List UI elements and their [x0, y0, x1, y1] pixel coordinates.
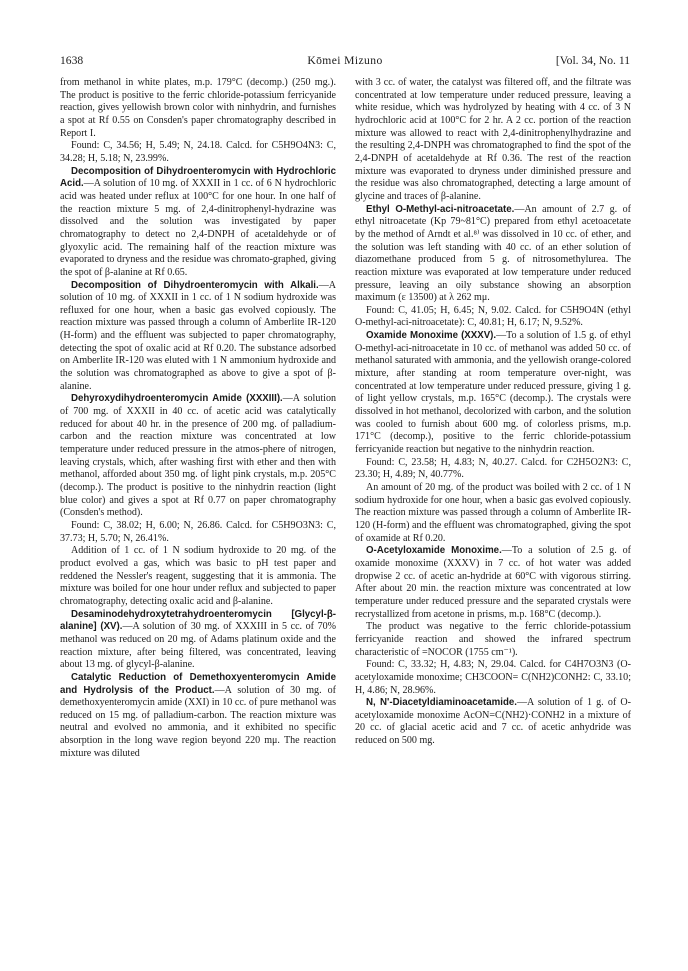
paragraph-text: with 3 cc. of water, the catalyst was filtered off, and the filtrate was concentrated at low temperature under reduced pressure, leaving a white residue, which was hydrolyzed by heating with 4 cc. of 3 N hydrochloric acid at 100°C for 2 hr. A 2 cc. portion of the reaction mixture was allowed to react with 2,4-dinitrophenylhydrazine and the resulting 2,4-DNPH was chromatographed to find the spot of the 2,4-DNPH of acetaldehyde at Rf 0.36. The rest of the reaction mixture was evaporated to dryness under diminished pressure and the residue was also chromatographed, detecting a large amount of glycine and traces of β-alanine. [355, 77, 631, 202]
page-number: 1638 [60, 54, 84, 67]
paragraph-text: Found: C, 38.02; H, 6.00; N, 26.86. Calcd. for C5H9O3N3: C, 37.73; H, 5.70; N, 26.41%. [60, 519, 336, 544]
paragraph-text: —A solution of 30 mg. of XXXIII in 5 cc. of 70% methanol was reduced on 20 mg. of Adams platinum oxide and the reaction mixture, after being filtered, was concentrated, leaving about 13 mg. of glycyl-β-alanine. [60, 621, 337, 671]
paragraph [60, 672, 336, 761]
paragraph-text: —A solution of 30 mg. of demethoxyenteromycin amide (XXI) in 10 cc. of pure methanol was reduced on 15 mg. of palladium-carbon. The reaction mixture was neutral and evolved no ammonia, and it exhibited no specific absorption in the long wave region beyond 220 mμ. The reaction mixture was diluted [60, 684, 336, 759]
paragraph [60, 520, 336, 545]
left-column [60, 77, 336, 760]
paragraph [60, 280, 336, 394]
paragraph [355, 77, 631, 204]
paragraph [60, 393, 336, 520]
paragraph [60, 545, 336, 608]
paragraph-text: The product was negative to the ferric chloride-potassium ferricyanide reaction and showed the infrared spectrum characteristic of =NOCOR (1755 cm⁻¹). [355, 621, 631, 658]
paragraph [355, 545, 631, 621]
paragraph [60, 166, 336, 280]
volume-info: [Vol. 34, No. 11 [555, 54, 630, 67]
paragraph [355, 621, 631, 659]
paragraph [60, 140, 336, 165]
paragraph [355, 659, 631, 697]
paragraph [355, 457, 631, 482]
section-heading: N, N'-Diacetyldiaminoacetamide. [366, 697, 517, 709]
section-heading: Decomposition of Dihydroenteromycin with Alkali. [71, 279, 319, 291]
section-heading: Decomposition of Dihydroenteromycin with Hydrochloric Acid. [60, 165, 336, 190]
paragraph-text: —An amount of 2.7 g. of ethyl nitroacetate (Kp 79~81°C) prepared from ethyl acetoacetate by the method of Arndt et al.⁸⁾ was dissolved in 10 cc. of ether, and the solution was left standing with 40 cc. of an ether solution of diazomethane produced from 5 g. of nitrosomethylurea. The reaction mixture was evaporated at low temperature under reduced pressure, leaving an oily substance showing an absorption maximum (ε 13500) at λ 262 mμ. [355, 203, 631, 304]
section-heading: Dehyroxydihydroenteromycin Amide (XXXIII). [71, 393, 283, 405]
paragraph [355, 305, 631, 330]
paragraph [355, 697, 631, 748]
right-column [355, 77, 631, 748]
section-heading: Ethyl O-Methyl-aci-nitroacetate. [366, 203, 515, 215]
paragraph-text: —To a solution of 2.5 g. of oxamide monoxime (XXXV) in 7 cc. of hot water was added dropwise 2 cc. of acetic an-hydride at 60°C with vigorous stirring. After about 20 min. the reaction mixture was concentrated at low temperature under reduced pressure and the separated crystals were recrystallized from acetone in prisms, m.p. 168°C (decomp.). [355, 545, 631, 620]
running-header [60, 54, 630, 72]
section-heading: Catalytic Reduction of Demethoxyenteromycin Amide and Hydrolysis of the Product. [60, 671, 336, 696]
paragraph-text: Addition of 1 cc. of 1 N sodium hydroxide to 20 mg. of the product evolved a gas, which was basic to pH test paper and reddened the Nessler's reagent, suggesting that it is ammonia. The mixture was boiled for one hour under reflux and subjected to paper chromatography, detecting oxalic acid and β-alanine. [60, 545, 336, 607]
section-heading: Desaminodehydroxytetrahydroenteromycin [Glycyl-β-alanine] (XV). [60, 608, 336, 633]
paragraph-text: Found: C, 41.05; H, 6.45; N, 9.02. Calcd. for C5H9O4N (ethyl O-methyl-aci-nitroacetate): C, 40.81; H, 6.17; N, 9.52%. [355, 304, 631, 329]
paragraph-text: An amount of 20 mg. of the product was boiled with 2 cc. of 1 N sodium hydroxide for one hour, when a basic gas evolved copiously. The reaction mixture was passed through a column of Amberlite IR-120 (H-form) and the effluent was chromatographed, giving the spot of oxamide at Rf 0.20. [355, 482, 631, 544]
paragraph-text: Found: C, 23.58; H, 4.83; N, 40.27. Calcd. for C2H5O2N3: C, 23.30; H, 4.89; N, 40.77%. [355, 456, 631, 481]
paragraph-text: Found: C, 33.32; H, 4.83; N, 29.04. Calcd. for C4H7O3N3 (O-acetyloxamide monoxime; CH3COON= C(NH2)CONH2: C, 33.10; H, 4.86; N, 28.96%. [355, 659, 631, 696]
paragraph [60, 77, 336, 140]
running-author: Kōmei Mizuno [307, 54, 383, 67]
paragraph-text: —To a solution of 1.5 g. of ethyl O-methyl-aci-nitroacetate in 10 cc. of methanol was added 50 cc. of methanol saturated with ammonia, and the yellowish orange-colored mixture, after standing at room temperature over-night, was concentrated at low temperature under reduced pressure, giving 1 g. of light yellow crystals, m.p. 165°C (decomp.). The crystals were dissolved in hot methanol, decolorized with carbon, and the solution was cooled to furnish about 600 mg. of colorless prisms, m.p. 171°C (decomp.), positive to the ferric chloride-potassium ferricyanide reaction but negative to the ninhydrin reaction. [355, 330, 631, 456]
paragraph-text: —A solution of 10 mg. of XXXII in 1 cc. of 6 N hydrochloric acid was heated under reflux at 100°C for one hour. In one half of the reaction mixture 5 mg. of 2,4-dinitrophenyl-hydrazine was dissolved and the solution was investigated by paper chromatography to detect no 2,4-DNPH of acetaldehyde or of glyoxylic acid. The remaining half of the reaction mixture was evaporated to dryness and the residue was chromato-graphed, giving the spot of β-alanine at Rf 0.65. [60, 178, 336, 278]
paragraph [355, 204, 631, 305]
paragraph [355, 482, 631, 545]
paragraph [60, 609, 336, 672]
paragraph-text: —A solution of 10 mg. of XXXII in 1 cc. of 1 N sodium hydroxide was refluxed for one hour, when a basic gas evolved copiously. The reaction mixture was passed through a column of Amberlite IR-120 (H-form) and the effluent was subjected to paper chromatography, detecting the spot of oxalic acid at Rf 0.20. The substance adsorbed on Amberlite IR-120 was eluted with 1 N ammonium hydroxide and the solution was chromatographed as above to give a spot of β-alanine. [60, 279, 336, 392]
paragraph-text: Found: C, 34.56; H, 5.49; N, 24.18. Calcd. for C5H9O4N3: C, 34.28; H, 5.18; N, 23.99%. [60, 140, 336, 164]
paragraph-text: from methanol in white plates, m.p. 179°C (decomp.) (250 mg.). The product is positive to the ferric chloride-potassium ferricyanide reaction, gives yellowish brown color with ninhydrin, and furnishes a spot at Rf 0.55 on Consden's paper chromatography described in Report I. [60, 77, 336, 139]
paragraph-text: —A solution of 700 mg. of XXXII in 40 cc. of acetic acid was catalytically reduced for about 40 hr. in the presence of 200 mg. of palladium-carbon and the reaction mixture was concentrated at low temperature under reduced pressure in the atmos-phere of nitrogen, leaving crystals, which, after washing first with ether and then with methanol, afforded about 350 mg. of light pink crystals, m.p. 205°C (decomp.). The product is positive to the ninhydrin reaction (light blue color) and gives a spot at Rf 0.77 on paper chromatography (Consden's method). [60, 393, 337, 519]
section-heading: O-Acetyloxamide Monoxime. [366, 545, 502, 557]
section-heading: Oxamide Monoxime (XXXV). [366, 330, 497, 342]
paragraph-text: —A solution of 1 g. of O-acetyloxamide monoxime AcON=C(NH2)·CONH2 in a mixture of 20 cc. of glacial acetic acid and 7 cc. of acetic anhydride was reduced on 500 mg. [355, 697, 631, 747]
paragraph [355, 330, 631, 457]
